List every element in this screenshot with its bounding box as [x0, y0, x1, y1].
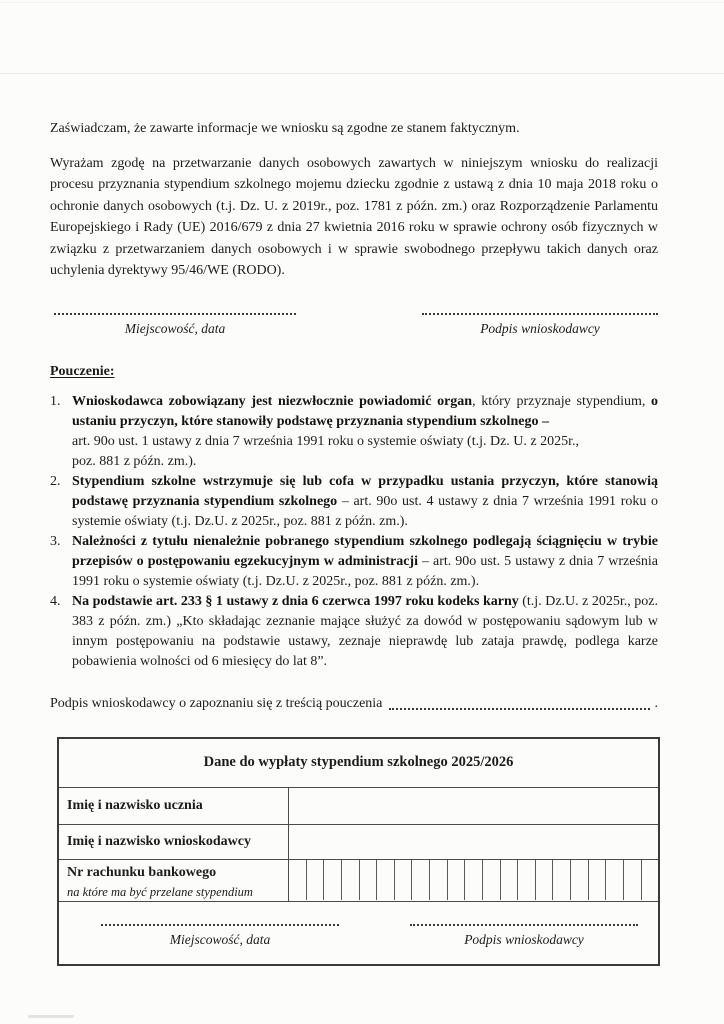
account-digit-box	[482, 860, 500, 900]
acknowledgement-suffix: .	[654, 695, 658, 711]
table-signature-field-applicant	[410, 924, 638, 951]
list-item-text	[72, 394, 658, 469]
account-digit-box	[323, 860, 341, 900]
list-item-text	[72, 594, 658, 669]
row-value-student-name	[289, 788, 660, 825]
pouczenie-item-1	[50, 392, 658, 472]
account-digit-box	[394, 860, 412, 900]
payout-data-table	[57, 737, 660, 966]
pouczenie-item-4	[50, 592, 658, 672]
statement-factual: Zaświadczam, że zawarte informacje we wniosku są zgodne ze stanem faktycznym.	[50, 121, 520, 136]
text-segment: , który przyznaje stypendium,	[472, 393, 652, 409]
account-digit-box	[376, 860, 394, 900]
table-title: Dane do wypłaty stypendium szkolnego 2025/2026	[58, 738, 659, 788]
table-row-bank-account	[58, 860, 659, 902]
scan-artifact-line	[0, 73, 724, 74]
list-item-text	[72, 534, 658, 589]
table-signature-field-place-date	[101, 924, 339, 951]
list-number: 1.	[50, 393, 61, 409]
account-digit-box	[500, 860, 518, 900]
account-digit-box	[623, 860, 641, 900]
table-row-applicant-name	[58, 825, 659, 860]
account-digit-box	[289, 860, 306, 900]
table-signature-section	[67, 914, 650, 951]
acknowledgement-line	[50, 693, 658, 715]
bank-account-sublabel: na które ma być przelane stypendium	[67, 884, 253, 899]
account-digit-box	[552, 860, 570, 900]
scan-artifact-line	[0, 2, 724, 3]
signature-caption-place-date: Miejscowość, data	[124, 320, 226, 336]
scan-artifact-smudge	[28, 1015, 74, 1018]
list-item-text	[72, 474, 658, 529]
text-segment: Na podstawie art. 233 § 1 ustawy z dnia 6 czerwca 1997 roku kodeks karny	[72, 593, 519, 609]
bank-account-label: Nr rachunku bankowego	[67, 865, 217, 880]
acknowledgement-label: Podpis wnioskodawcy o zapoznaniu się z treścią pouczenia	[50, 695, 383, 711]
list-number: 2.	[50, 473, 61, 489]
list-number: 4.	[50, 593, 61, 609]
row-label-applicant-name: Imię i nazwisko wnioskodawcy	[58, 825, 289, 860]
table-signature-cell	[58, 901, 659, 965]
account-digit-box	[570, 860, 588, 900]
text-segment: Wnioskodawca zobowiązany jest niezwłocznie powiadomić organ	[72, 393, 473, 409]
account-digit-box	[605, 860, 623, 900]
table-title-row	[58, 738, 659, 788]
bank-account-digit-boxes	[289, 860, 658, 900]
text-segment: poz. 881 z późn. zm.).	[72, 453, 197, 469]
pouczenie-item-3	[50, 532, 658, 592]
signature-dotted-line	[101, 924, 339, 926]
text-segment: Należności z tytułu nienależnie pobranego stypendium szkolnego podlegają ściągnięciu w trybie przepisów o postępowaniu egzekucyjnym w administracji	[72, 533, 658, 569]
account-digit-box	[411, 860, 429, 900]
pouczenie-list	[50, 392, 658, 672]
table-row-student-name	[58, 788, 659, 825]
signature-dotted-line	[410, 924, 638, 926]
text-segment: o ustaniu przyczyn, które stanowiły podstawę przyznania stypendium szkolnego –	[72, 393, 659, 429]
row-label-student-name: Imię i nazwisko ucznia	[58, 788, 289, 825]
statement-rodo-consent: Wyrażam zgodę na przetwarzanie danych osobowych zawartych w niniejszym wniosku do realizacji procesu przyznania stypendium szkolnego mojemu dziecku zgodnie z ustawą z dnia 10 maja 2018 roku o ochronie danych osobowych (t.j. Dz. U. z 2019r., poz. 1781 z późn. zm.) oraz Rozporządzenie Parlamentu Europejskiego i Rady (UE) 2016/679 z dnia 27 kwietnia 2016 roku w sprawie ochrony osób fizycznych w związku z przetwarzaniem danych osobowych i w sprawie swobodnego przepływu takich danych oraz uchylenia dyrektywy 95/46/WE (RODO).	[50, 155, 658, 278]
signature-dotted-line	[54, 313, 296, 315]
table-signature-caption-place-date: Miejscowość, data	[169, 932, 271, 948]
text-segment: (t.j. Dz.U. z 2025r., poz. 383 z późn. zm.) „Kto składając zeznanie mające służyć za dowód w postępowaniu sądowym lub w innym postępowaniu na podstawie ustawy, zeznaje nieprawdę lub zataja prawdę, podlega karze pobawienia wolności od 6 miesięcy do lat 8”.	[72, 593, 658, 669]
row-label-bank-account	[58, 860, 289, 902]
pouczenie-heading: Pouczenie:	[50, 364, 115, 379]
text-segment: – art. 90o ust. 5 ustawy z dnia 7 września 1991 roku o systemie oświaty (t.j. Dz.U. z 2025r., poz. 881 z późn. zm.).	[72, 553, 658, 589]
acknowledgement-dotted-line	[389, 708, 649, 710]
account-digit-box	[306, 860, 324, 900]
signature-dotted-line	[422, 313, 658, 315]
page-content	[50, 118, 658, 966]
text-segment: – art. 90o ust. 4 ustawy z dnia 7 września 1991 roku o systemie oświaty (t.j. Dz.U. z 2025r., poz. 881 z późn. zm.).	[72, 493, 658, 529]
row-value-applicant-name	[289, 825, 660, 860]
list-number: 3.	[50, 533, 61, 549]
account-digit-box	[429, 860, 447, 900]
account-digit-box	[447, 860, 465, 900]
account-digit-box	[341, 860, 359, 900]
signature-field-applicant	[422, 313, 658, 340]
table-signature-row	[58, 901, 659, 965]
account-digit-box	[359, 860, 377, 900]
account-digit-box	[641, 860, 659, 900]
account-digit-box	[464, 860, 482, 900]
bank-account-boxes-cell	[289, 860, 660, 902]
signature-field-place-date	[54, 313, 296, 340]
signature-caption-applicant: Podpis wnioskodawcy	[480, 320, 600, 336]
table-signature-caption-applicant: Podpis wnioskodawcy	[464, 932, 584, 948]
signature-section-top	[50, 313, 658, 340]
text-segment: art. 90o ust. 1 ustawy z dnia 7 września 1991 roku o systemie oświaty (t.j. Dz. U. z 2025r.,	[72, 433, 580, 449]
account-digit-box	[535, 860, 553, 900]
pouczenie-item-2	[50, 472, 658, 532]
account-digit-box	[588, 860, 606, 900]
text-segment: Stypendium szkolne wstrzymuje się lub cofa w przypadku ustania przyczyn, które stanowią podstawę przyznania stypendium szkolnego	[72, 473, 658, 509]
account-digit-box	[517, 860, 535, 900]
